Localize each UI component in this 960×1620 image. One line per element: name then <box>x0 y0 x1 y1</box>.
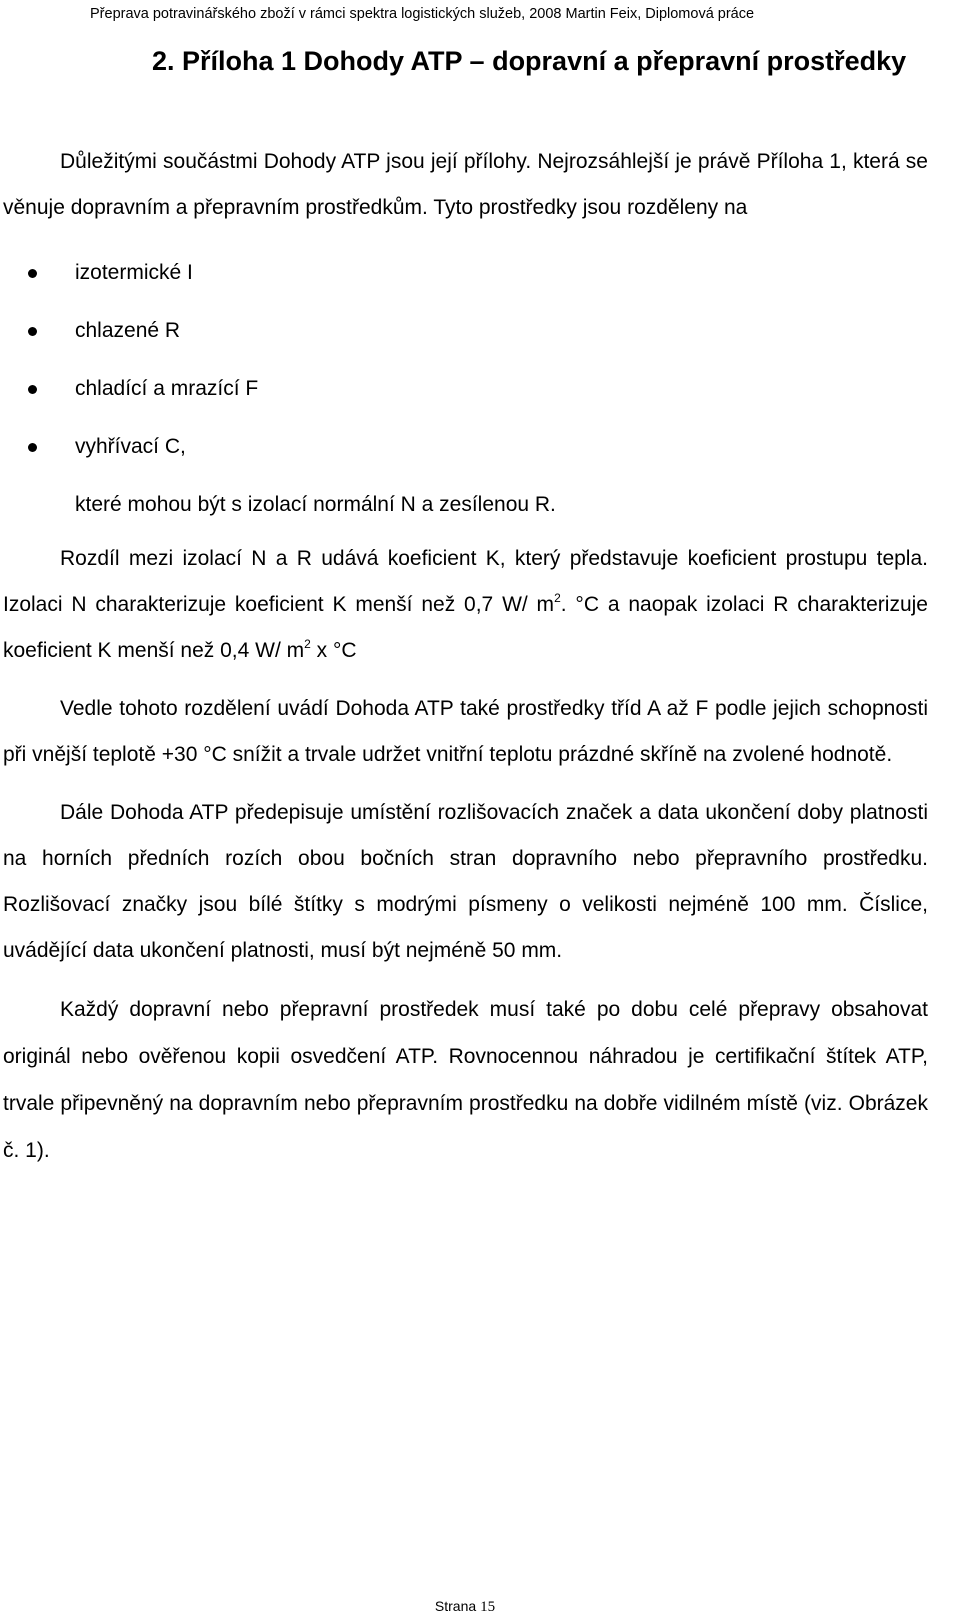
classes-paragraph: Vedle tohoto rozdělení uvádí Dohoda ATP také prostředky tříd A až F podle jejich schopnosti při vnější teplotě +30 °C snížit a trvale udržet vnitřní teplotu prázdné skříně na zvolené hodnotě. <box>3 697 928 766</box>
insulation-text-2: . °C a naopak izolaci R charakterizuje koeficient K menší než 0,4 W/ m <box>3 593 928 662</box>
insulation-paragraph <box>3 536 928 674</box>
list-item <box>3 244 928 302</box>
page-label: Strana <box>434 1598 477 1614</box>
insulation-text-1: Rozdíl mezi izolací N a R udává koeficient K, který představuje koeficient prostupu tepla. Izolaci N charakterizuje koeficient K menší než 0,7 W/ m <box>3 547 928 616</box>
insulation-types-line: které mohou být s izolací normální N a zesílenou R. <box>75 493 556 516</box>
intro-paragraph: Důležitými součástmi Dohody ATP jsou její přílohy. Nejrozsáhlejší je právě Příloha 1, která se věnuje dopravním a přepravním prostředkům. Tyto prostředky jsou rozděleny na <box>3 150 928 219</box>
superscript-2: 2 <box>554 591 561 605</box>
superscript-2: 2 <box>304 637 311 651</box>
list-item <box>3 360 928 418</box>
bullet-icon <box>28 269 37 278</box>
vehicle-types-list <box>3 244 928 476</box>
section-title: 2. Příloha 1 Dohody ATP – dopravní a přepravní prostředky <box>152 46 907 76</box>
list-item-text: chladící a mrazící F <box>75 377 259 400</box>
markings-paragraph: Dále Dohoda ATP předepisuje umístění rozlišovacích značek a data ukončení doby platnosti na horních předních rozích obou bočních stran dopravního nebo přepravního prostředku. Rozlišovací značky jsou bílé štítky s modrými písmeny o velikosti nejméně 100 mm. Číslice, uvádějící data ukončení platnosti, musí být nejméně 50 mm. <box>3 801 928 962</box>
bullet-icon <box>28 327 37 336</box>
page-footer <box>0 1598 930 1616</box>
certificate-paragraph: Každý dopravní nebo přepravní prostředek musí také po dobu celé přepravy obsahovat originál nebo ověřenou kopii osvedčení ATP. Rovnocennou náhradou je certifikační štítek ATP, trvale připevněný na dopravním nebo přepravním prostředku na dobře vidilném místě (viz. Obrázek č. 1). <box>3 998 928 1162</box>
list-item-text: chlazené R <box>75 319 181 342</box>
page-number: 15 <box>480 1599 496 1615</box>
insulation-text-3: x °C <box>310 639 357 662</box>
bullet-icon <box>28 443 37 452</box>
list-item <box>3 418 928 476</box>
list-item-text: vyhřívací C, <box>75 435 186 458</box>
list-item-text: izotermické I <box>75 261 193 284</box>
running-header: Přeprava potravinářského zboží v rámci spektra logistických služeb, 2008 Martin Feix, Diplomová práce <box>90 6 755 22</box>
bullet-icon <box>28 385 37 394</box>
document-body <box>3 139 928 1174</box>
list-item <box>3 302 928 360</box>
